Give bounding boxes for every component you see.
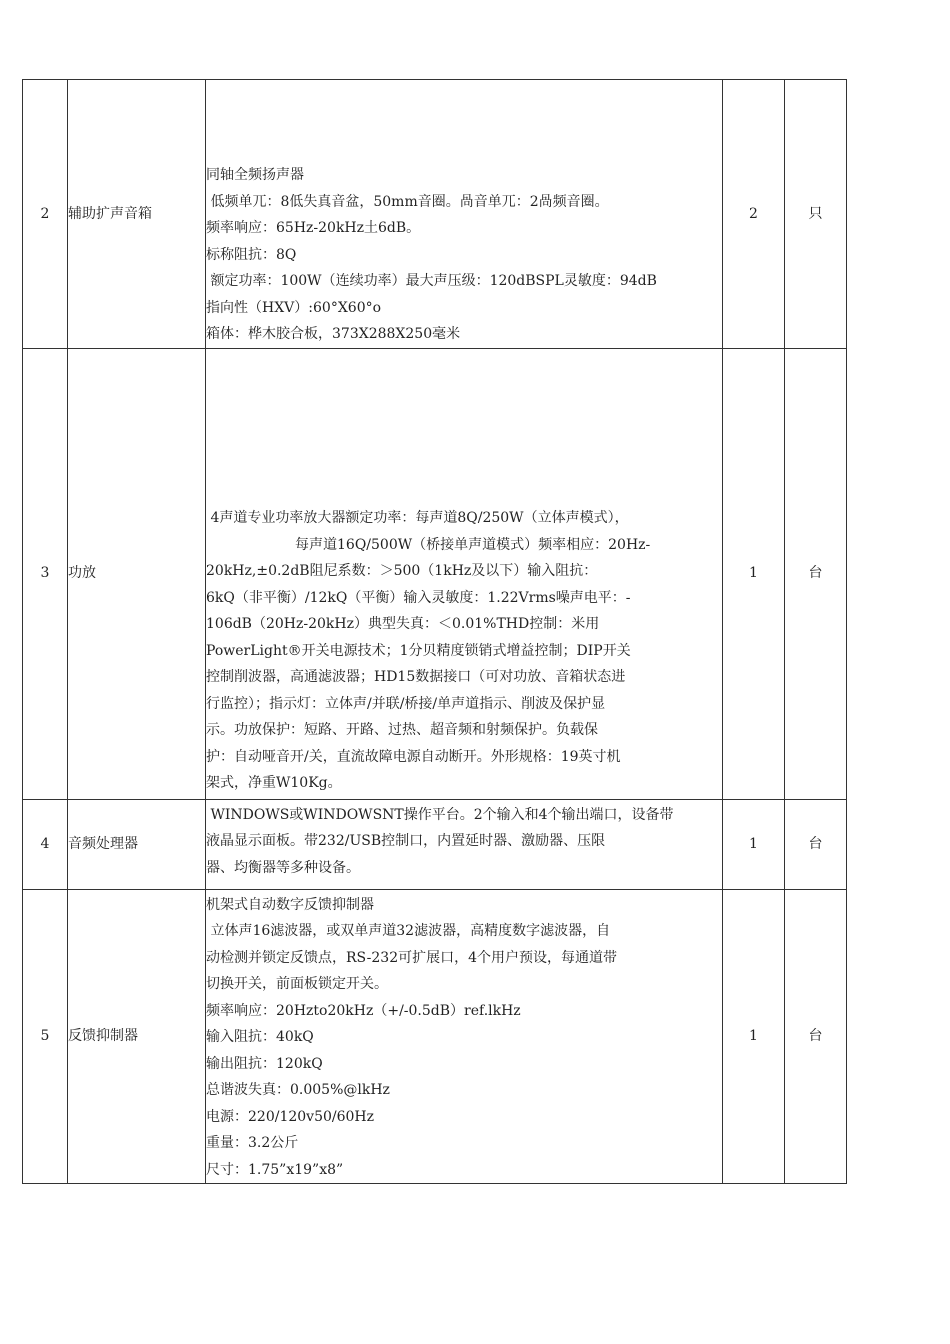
table-row	[23, 80, 847, 349]
item-name: 音频处理器	[68, 799, 206, 889]
spec-line: 示。功放保护：短路、开路、过热、超音频和射频保护。负载保	[206, 722, 598, 738]
spec-line: 机架式自动数字反馈抑制器	[206, 896, 374, 913]
spec-line: 尺寸：1.75”x19”x8”	[206, 1161, 344, 1178]
spec-line: 20kHz,±0.2dB阻尼系数：＞500（1kHz及以下）输入阻抗：	[206, 563, 598, 579]
spec-line: PowerLight®开关电源技术；1分贝精度锁销式增益控制；DIP开关	[206, 642, 631, 659]
item-name: 功放	[68, 348, 206, 799]
spec-line: 低频单兀：8低失真音盆，50mm音圈。咼音单兀：2咼频音圈。	[206, 193, 609, 210]
item-quantity: 2	[723, 80, 785, 349]
item-spec	[206, 889, 723, 1184]
spec-line: 立体声16滤波器，或双单声道32滤波器，高精度数字滤波器，自	[206, 923, 611, 939]
spec-line: 输入阻抗：40kQ	[206, 1029, 314, 1045]
spec-line: 每声道16Q/500W（桥接单声道模式）频率相应：20Hz-	[206, 536, 651, 553]
spec-line: 护：自动哑音开/关，直流故障电源自动断开。外形规格：19英寸机	[206, 748, 621, 765]
row-number: 3	[23, 348, 68, 799]
table-row	[23, 799, 847, 889]
spec-line: 额定功率：100W（连续功率）最大声压级：120dBSPL灵敏度：94dB	[206, 273, 657, 289]
spec-line: 同轴全频扬声器	[206, 167, 304, 183]
spec-line: 指向性（HXV）:60°X60°o	[206, 299, 382, 316]
spec-line: 器、均衡器等多种设备。	[206, 859, 360, 876]
spec-line: 箱体：桦木胶合板，373X288X250毫米	[206, 326, 461, 342]
spec-line: 架式，净重W10Kg。	[206, 775, 342, 791]
spec-line: 标称阻抗：8Q	[206, 246, 297, 263]
item-spec	[206, 799, 723, 889]
item-name: 辅助扩声音箱	[68, 80, 206, 349]
spec-line: 控制削波器，高通滤波器；HD15数据接口（可对功放、音箱状态进	[206, 669, 626, 685]
row-number: 4	[23, 799, 68, 889]
item-quantity: 1	[723, 889, 785, 1184]
spec-line: 106dB（20Hz-20kHz）典型失真：＜0.01%THD控制：米用	[206, 616, 600, 632]
spec-line: 切换开关，前面板锁定开关。	[206, 976, 388, 992]
row-number: 2	[23, 80, 68, 349]
spec-line: 输出阻抗：120kQ	[206, 1055, 323, 1072]
item-spec	[206, 80, 723, 349]
item-unit: 台	[785, 799, 847, 889]
spec-line: 电源：220/120v50/60Hz	[206, 1108, 374, 1125]
spec-line: 液晶显示面板。带232/USB控制口，内置延时器、激励器、压限	[206, 833, 606, 849]
spec-line: 总谐波失真：0.005%@lkHz	[206, 1082, 390, 1098]
spec-line: 动检测并锁定反馈点，RS-232可扩展口，4个用户预设，每通道带	[206, 949, 618, 966]
spec-line: 频率响应：20Hzto20kHz（+/-0.5dB）ref.lkHz	[206, 1002, 521, 1019]
item-unit: 台	[785, 889, 847, 1184]
spec-line: 频率响应：65Hz-20kHz土6dB。	[206, 220, 421, 236]
table-row	[23, 348, 847, 799]
item-quantity: 1	[723, 348, 785, 799]
table-row	[23, 889, 847, 1184]
spec-line: 重量：3.2公斤	[206, 1135, 299, 1151]
item-spec	[206, 348, 723, 799]
row-number: 5	[23, 889, 68, 1184]
item-quantity: 1	[723, 799, 785, 889]
spec-line: WINDOWS或WINDOWSNT操作平台。2个输入和4个输出端口，设备带	[206, 806, 674, 823]
item-name: 反馈抑制器	[68, 889, 206, 1184]
spec-line: 行监控）；指示灯：立体声/并联/桥接/单声道指示、削波及保护显	[206, 695, 606, 712]
item-unit: 台	[785, 348, 847, 799]
spec-line: 4声道专业功率放大器额定功率：每声道8Q/250W（立体声模式），	[206, 510, 629, 526]
equipment-spec-table	[22, 79, 847, 1184]
item-unit: 只	[785, 80, 847, 349]
spec-line: 6kQ（非平衡）/12kQ（平衡）输入灵敏度：1.22Vrms噪声电平：-	[206, 589, 631, 606]
